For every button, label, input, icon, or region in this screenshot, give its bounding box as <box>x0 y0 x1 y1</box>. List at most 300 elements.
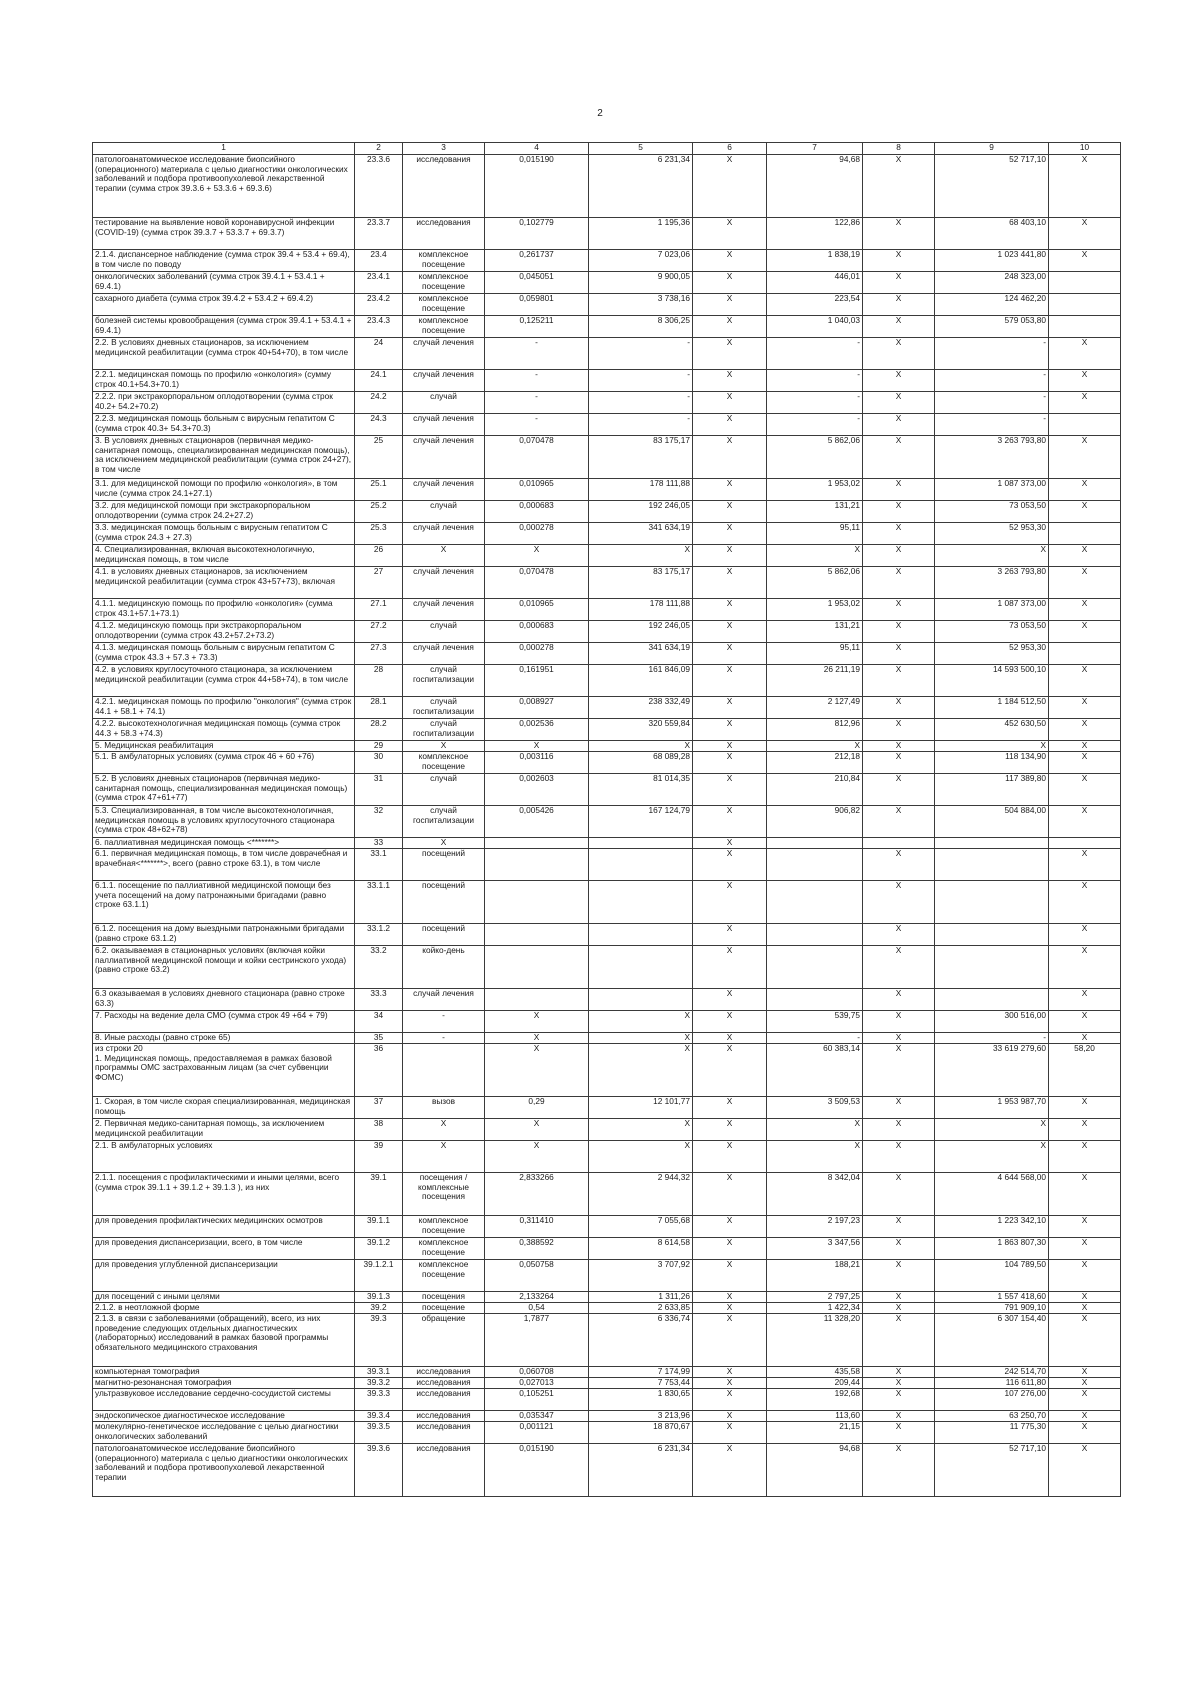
table-cell-col-5: 178 111,88 <box>589 599 693 621</box>
table-cell-col-10: 58,20 <box>1049 1044 1121 1097</box>
table-row <box>93 719 1121 741</box>
table-cell-col-5: 320 559,84 <box>589 719 693 741</box>
table-cell-col-1: 8. Иные расходы (равно строке 65) <box>93 1033 355 1044</box>
table-cell-col-10: X <box>1049 1411 1121 1422</box>
table-cell-col-3: комплексное посещение <box>403 250 485 272</box>
table-cell-col-3: случай лечения <box>403 370 485 392</box>
table-cell-col-8: X <box>863 1141 935 1173</box>
table-cell-col-2: 25.1 <box>355 479 403 501</box>
table-cell-col-5 <box>589 924 693 946</box>
table-cell-col-3: исследования <box>403 1389 485 1411</box>
table-cell-col-7: 3 347,56 <box>767 1238 863 1260</box>
table-cell-col-4: 0,015190 <box>485 1444 589 1497</box>
table-cell-col-4: - <box>485 370 589 392</box>
table-cell-col-10: X <box>1049 567 1121 599</box>
table-cell-col-10: X <box>1049 1444 1121 1497</box>
table-cell-col-2: 28.2 <box>355 719 403 741</box>
table-cell-col-10: X <box>1049 1011 1121 1033</box>
table-cell-col-9: 104 789,50 <box>935 1260 1049 1292</box>
table-cell-col-10: X <box>1049 436 1121 479</box>
table-body <box>93 155 1121 1497</box>
table-row <box>93 1260 1121 1292</box>
table-cell-col-7: 223,54 <box>767 294 863 316</box>
table-cell-col-10: X <box>1049 989 1121 1011</box>
table-cell-col-4 <box>485 849 589 881</box>
table-cell-col-10: X <box>1049 741 1121 752</box>
table-cell-col-3: посещение <box>403 1303 485 1314</box>
table-cell-col-4 <box>485 989 589 1011</box>
table-cell-col-4: 0,008927 <box>485 697 589 719</box>
table-cell-col-10: X <box>1049 881 1121 924</box>
table-row <box>93 1378 1121 1389</box>
table-row <box>93 316 1121 338</box>
table-cell-col-7: 210,84 <box>767 774 863 806</box>
table-row <box>93 523 1121 545</box>
table-cell-col-2: 39.3 <box>355 1314 403 1367</box>
table-cell-col-1: 6.1. первичная медицинская помощь, в том числе доврачебная и врачебная<*******>, всего (равно строке 63.1), в том числе <box>93 849 355 881</box>
table-cell-col-3: исследования <box>403 1367 485 1378</box>
table-cell-col-6: X <box>693 392 767 414</box>
column-header: 1 <box>93 143 355 155</box>
table-cell-col-9: 1 223 342,10 <box>935 1216 1049 1238</box>
table-cell-col-6: X <box>693 719 767 741</box>
table-cell-col-9 <box>935 946 1049 989</box>
table-cell-col-6: X <box>693 621 767 643</box>
table-cell-col-10: X <box>1049 250 1121 272</box>
table-cell-col-2: 23.3.6 <box>355 155 403 218</box>
table-cell-col-10: X <box>1049 719 1121 741</box>
table-cell-col-7: 446,01 <box>767 272 863 294</box>
table-cell-col-10: X <box>1049 155 1121 218</box>
table-cell-col-10: X <box>1049 599 1121 621</box>
table-cell-col-5 <box>589 849 693 881</box>
table-cell-col-2: 38 <box>355 1119 403 1141</box>
table-cell-col-2: 39.3.3 <box>355 1389 403 1411</box>
table-cell-col-5: 6 336,74 <box>589 1314 693 1367</box>
table-cell-col-9: 579 053,80 <box>935 316 1049 338</box>
table-cell-col-1: 6. паллиативная медицинская помощь <*******> <box>93 838 355 849</box>
table-cell-col-10 <box>1049 272 1121 294</box>
table-cell-col-4: 0,005426 <box>485 806 589 838</box>
table-cell-col-8: X <box>863 774 935 806</box>
table-cell-col-3: - <box>403 1011 485 1033</box>
table-cell-col-6: X <box>693 414 767 436</box>
table-row <box>93 1216 1121 1238</box>
table-row <box>93 989 1121 1011</box>
table-cell-col-9 <box>935 838 1049 849</box>
table-cell-col-1: компьютерная томография <box>93 1367 355 1378</box>
table-cell-col-9: - <box>935 1033 1049 1044</box>
table-cell-col-1: ультразвуковое исследование сердечно-сосудистой системы <box>93 1389 355 1411</box>
table-cell-col-1: 2.1. В амбулаторных условиях <box>93 1141 355 1173</box>
table-row <box>93 218 1121 250</box>
table-cell-col-1: 6.3 оказываемая в условиях дневного стационара (равно строке 63.3) <box>93 989 355 1011</box>
table-cell-col-1: 6.2. оказываемая в стационарных условиях (включая койки паллиативной медицинской помощи и койки сестринского ухода) (равно строке 63.2) <box>93 946 355 989</box>
table-cell-col-8: X <box>863 338 935 370</box>
table-cell-col-9: 63 250,70 <box>935 1411 1049 1422</box>
table-cell-col-8: X <box>863 436 935 479</box>
table-cell-col-1: 2.2.2. при экстракорпоральном оплодотворении (сумма строк 40.2+ 54.2+70.2) <box>93 392 355 414</box>
table-cell-col-5: X <box>589 545 693 567</box>
table-cell-col-3: комплексное посещение <box>403 316 485 338</box>
table-cell-col-3: случай <box>403 774 485 806</box>
table-cell-col-6: X <box>693 1011 767 1033</box>
table-cell-col-6: X <box>693 774 767 806</box>
table-cell-col-7: 1 422,34 <box>767 1303 863 1314</box>
table-cell-col-1: 2.1.2. в неотложной форме <box>93 1303 355 1314</box>
table-cell-col-6: X <box>693 924 767 946</box>
table-cell-col-2: 33.3 <box>355 989 403 1011</box>
table-cell-col-8: X <box>863 1422 935 1444</box>
table-cell-col-7: - <box>767 414 863 436</box>
table-cell-col-1: 3.1. для медицинской помощи по профилю «онкология», в том числе (сумма строк 24.1+27.1) <box>93 479 355 501</box>
table-cell-col-6: X <box>693 1303 767 1314</box>
table-cell-col-8: X <box>863 1260 935 1292</box>
table-cell-col-10: X <box>1049 1378 1121 1389</box>
table-cell-col-10: X <box>1049 1389 1121 1411</box>
table-cell-col-1: 4.1.2. медицинскую помощь при экстракорпоральном оплодотворении (сумма строк 43.2+57.2+73.2) <box>93 621 355 643</box>
table-cell-col-8: X <box>863 752 935 774</box>
table-row <box>93 370 1121 392</box>
table-cell-col-6: X <box>693 1444 767 1497</box>
column-header: 10 <box>1049 143 1121 155</box>
table-row <box>93 479 1121 501</box>
table-row <box>93 1367 1121 1378</box>
table-row <box>93 294 1121 316</box>
table-cell-col-5: X <box>589 1011 693 1033</box>
table-cell-col-2: 27.2 <box>355 621 403 643</box>
table-cell-col-1: 3. В условиях дневных стационаров (первичная медико-санитарная помощь, специализированная медицинская помощь), за исключением медицинской реабилитации (сумма строк 24+27), в том числе <box>93 436 355 479</box>
table-cell-col-1: 2.1.4. диспансерное наблюдение (сумма строк 39.4 + 53.4 + 69.4), в том числе по поводу <box>93 250 355 272</box>
table-cell-col-7: 1 040,03 <box>767 316 863 338</box>
table-cell-col-10: X <box>1049 338 1121 370</box>
table-cell-col-6: X <box>693 752 767 774</box>
table-cell-col-6: X <box>693 250 767 272</box>
table-cell-col-6: X <box>693 370 767 392</box>
table-cell-col-4 <box>485 838 589 849</box>
table-cell-col-7: 2 127,49 <box>767 697 863 719</box>
table-cell-col-3: случай лечения <box>403 436 485 479</box>
table-cell-col-4: X <box>485 1011 589 1033</box>
table-cell-col-3: случай <box>403 621 485 643</box>
table-cell-col-2: 29 <box>355 741 403 752</box>
column-header: 9 <box>935 143 1049 155</box>
table-cell-col-7 <box>767 989 863 1011</box>
table-row <box>93 881 1121 924</box>
table-cell-col-7: X <box>767 1119 863 1141</box>
table-cell-col-6: X <box>693 946 767 989</box>
table-cell-col-3: посещения <box>403 1292 485 1303</box>
table-cell-col-7: 94,68 <box>767 1444 863 1497</box>
table-cell-col-7 <box>767 881 863 924</box>
table-cell-col-7: 2 797,25 <box>767 1292 863 1303</box>
table-cell-col-9: 52 953,30 <box>935 643 1049 665</box>
table-cell-col-1: молекулярно-генетическое исследование с целью диагностики онкологических заболеваний <box>93 1422 355 1444</box>
table-row <box>93 774 1121 806</box>
table-cell-col-9: 1 023 441,80 <box>935 250 1049 272</box>
table-cell-col-5: 9 900,05 <box>589 272 693 294</box>
table-cell-col-1: 2.2.1. медицинская помощь по профилю «онкология» (сумму строк 40.1+54.3+70.1) <box>93 370 355 392</box>
table-cell-col-3: исследования <box>403 1422 485 1444</box>
table-cell-col-6: X <box>693 1119 767 1141</box>
table-cell-col-5: 7 174,99 <box>589 1367 693 1378</box>
table-cell-col-2: 33.1 <box>355 849 403 881</box>
table-cell-col-5: 161 846,09 <box>589 665 693 697</box>
table-cell-col-1: для проведения углубленной диспансеризации <box>93 1260 355 1292</box>
table-cell-col-9: 6 307 154,40 <box>935 1314 1049 1367</box>
table-cell-col-10: X <box>1049 1422 1121 1444</box>
table-cell-col-4: 0,027013 <box>485 1378 589 1389</box>
table-cell-col-7: 95,11 <box>767 643 863 665</box>
table-cell-col-6: X <box>693 1378 767 1389</box>
table-cell-col-10: X <box>1049 218 1121 250</box>
table-cell-col-8: X <box>863 1011 935 1033</box>
table-cell-col-4: X <box>485 1141 589 1173</box>
table-cell-col-9: 248 323,00 <box>935 272 1049 294</box>
table-cell-col-2: 23.4.2 <box>355 294 403 316</box>
table-cell-col-5: - <box>589 392 693 414</box>
table-cell-col-6: X <box>693 218 767 250</box>
table-cell-col-3: посещений <box>403 924 485 946</box>
table-cell-col-5: - <box>589 338 693 370</box>
table-cell-col-1: 2.1.1. посещения с профилактическими и иными целями, всего (сумма строк 39.1.1 + 39.1.2 + 39.1.3 ), из них <box>93 1173 355 1216</box>
table-cell-col-5: 6 231,34 <box>589 155 693 218</box>
table-cell-col-1: 4.1.1. медицинскую помощь по профилю «онкология» (сумма строк 43.1+57.1+73.1) <box>93 599 355 621</box>
table-cell-col-8: X <box>863 567 935 599</box>
table-cell-col-8: X <box>863 1216 935 1238</box>
table-cell-col-5: 1 311,26 <box>589 1292 693 1303</box>
table-cell-col-7: 3 509,53 <box>767 1097 863 1119</box>
table-cell-col-4 <box>485 946 589 989</box>
table-row <box>93 414 1121 436</box>
table-row <box>93 946 1121 989</box>
table-cell-col-3: случай госпитализации <box>403 719 485 741</box>
table-cell-col-3: случай лечения <box>403 567 485 599</box>
table-cell-col-2: 39.3.2 <box>355 1378 403 1389</box>
table-cell-col-3: комплексное посещение <box>403 294 485 316</box>
table-cell-col-9: 1 863 807,30 <box>935 1238 1049 1260</box>
table-cell-col-2: 24.1 <box>355 370 403 392</box>
table-cell-col-8: X <box>863 1411 935 1422</box>
table-cell-col-3: обращение <box>403 1314 485 1367</box>
table-cell-col-1: сахарного диабета (сумма строк 39.4.2 + 53.4.2 + 69.4.2) <box>93 294 355 316</box>
table-cell-col-3: случай лечения <box>403 523 485 545</box>
table-cell-col-3: посещения / комплексные посещения <box>403 1173 485 1216</box>
table-cell-col-6: X <box>693 806 767 838</box>
table-cell-col-1: 4.1. в условиях дневных стационаров, за исключением медицинской реабилитации (сумма строк 43+57+73), включая <box>93 567 355 599</box>
table-cell-col-1: онкологических заболеваний (сумма строк 39.4.1 + 53.4.1 + 69.4.1) <box>93 272 355 294</box>
table-cell-col-2: 39.3.5 <box>355 1422 403 1444</box>
table-cell-col-8: X <box>863 881 935 924</box>
table-cell-col-4: 0,311410 <box>485 1216 589 1238</box>
table-row <box>93 392 1121 414</box>
table-cell-col-1: 5.3. Специализированная, в том числе высокотехнологичная, медицинская помощь в условиях круглосуточного стационара (сумма строк 48+62+78) <box>93 806 355 838</box>
table-cell-col-8: X <box>863 1303 935 1314</box>
table-cell-col-6: X <box>693 599 767 621</box>
table-cell-col-5: 3 213,96 <box>589 1411 693 1422</box>
table-cell-col-6: X <box>693 1033 767 1044</box>
table-row <box>93 599 1121 621</box>
table-cell-col-8: X <box>863 316 935 338</box>
table-cell-col-10: X <box>1049 1367 1121 1378</box>
table-row <box>93 1097 1121 1119</box>
table-cell-col-2: 27.1 <box>355 599 403 621</box>
table-cell-col-1: из строки 20 1. Медицинская помощь, предоставляемая в рамках базовой программы ОМС застрахованным лицам (за счет субвенции ФОМС) <box>93 1044 355 1097</box>
table-cell-col-7: 2 197,23 <box>767 1216 863 1238</box>
table-cell-col-5: 6 231,34 <box>589 1444 693 1497</box>
table-row <box>93 567 1121 599</box>
table-cell-col-8: X <box>863 479 935 501</box>
table-cell-col-10: X <box>1049 1303 1121 1314</box>
table-cell-col-3: комплексное посещение <box>403 1238 485 1260</box>
table-cell-col-6: X <box>693 643 767 665</box>
table-cell-col-5: 3 707,92 <box>589 1260 693 1292</box>
table-cell-col-10: X <box>1049 924 1121 946</box>
table-cell-col-4: 0,070478 <box>485 436 589 479</box>
table-cell-col-5 <box>589 881 693 924</box>
table-cell-col-5: - <box>589 370 693 392</box>
table-cell-col-2: 39.1.2.1 <box>355 1260 403 1292</box>
table-cell-col-10 <box>1049 414 1121 436</box>
table-cell-col-1: патологоанатомическое исследование биопсийного (операционного) материала с целью диагностики онкологических заболеваний и подбора противоопухолевой лекарственной терапии (сумма строк 39.3.6 + 53.3.6 + 69.3.6) <box>93 155 355 218</box>
table-cell-col-6: X <box>693 1411 767 1422</box>
table-cell-col-9: 33 619 279,60 <box>935 1044 1049 1097</box>
table-cell-col-1: 4.2. в условиях круглосуточного стационара, за исключением медицинской реабилитации (сумма строк 44+58+74), в том числе <box>93 665 355 697</box>
table-row <box>93 924 1121 946</box>
table-cell-col-8: X <box>863 1238 935 1260</box>
table-cell-col-10: X <box>1049 946 1121 989</box>
table-cell-col-10: X <box>1049 1238 1121 1260</box>
table-cell-col-4: 0,000683 <box>485 621 589 643</box>
table-cell-col-9: 4 644 568,00 <box>935 1173 1049 1216</box>
table-cell-col-9: 11 775,30 <box>935 1422 1049 1444</box>
table-row <box>93 643 1121 665</box>
table-cell-col-9: X <box>935 741 1049 752</box>
table-cell-col-4: 0,000683 <box>485 501 589 523</box>
table-cell-col-8: X <box>863 697 935 719</box>
table-cell-col-8: X <box>863 1444 935 1497</box>
table-cell-col-2: 24.3 <box>355 414 403 436</box>
table-cell-col-1: болезней системы кровообращения (сумма строк 39.4.1 + 53.4.1 + 69.4.1) <box>93 316 355 338</box>
table-cell-col-7: X <box>767 545 863 567</box>
table-cell-col-7: 812,96 <box>767 719 863 741</box>
table-cell-col-1: 2.1.3. в связи с заболеваниями (обращений), всего, из них проведение следующих отдельных диагностических (лабораторных) исследований в рамках базовой программы обязательного медицинского страхования <box>93 1314 355 1367</box>
table-cell-col-4 <box>485 881 589 924</box>
table-cell-col-7: - <box>767 1033 863 1044</box>
table-cell-col-1: 2.2.3. медицинская помощь больным с вирусным гепатитом С (сумма строк 40.3+ 54.3+70.3) <box>93 414 355 436</box>
table-cell-col-9: - <box>935 414 1049 436</box>
table-cell-col-6: X <box>693 665 767 697</box>
table-cell-col-3: случай <box>403 392 485 414</box>
table-cell-col-10: X <box>1049 1260 1121 1292</box>
table-cell-col-2: 33.1.2 <box>355 924 403 946</box>
table-cell-col-9: 1 184 512,50 <box>935 697 1049 719</box>
table-cell-col-3: случай лечения <box>403 599 485 621</box>
table-cell-col-10: X <box>1049 752 1121 774</box>
table-cell-col-5: X <box>589 1044 693 1097</box>
table-cell-col-1: для проведения профилактических медицинских осмотров <box>93 1216 355 1238</box>
table-cell-col-3: X <box>403 1141 485 1173</box>
table-cell-col-8: X <box>863 501 935 523</box>
table-cell-col-6: X <box>693 697 767 719</box>
table-cell-col-10: X <box>1049 1141 1121 1173</box>
table-cell-col-2: 39.3.6 <box>355 1444 403 1497</box>
table-cell-col-2: 33.2 <box>355 946 403 989</box>
table-cell-col-4: 0,035347 <box>485 1411 589 1422</box>
table-cell-col-3: исследования <box>403 155 485 218</box>
table-cell-col-5: 341 634,19 <box>589 523 693 545</box>
table-cell-col-7: 21,15 <box>767 1422 863 1444</box>
table-row <box>93 436 1121 479</box>
table-cell-col-4: 0,070478 <box>485 567 589 599</box>
table-cell-col-4: 1,7877 <box>485 1314 589 1367</box>
table-cell-col-5: 81 014,35 <box>589 774 693 806</box>
table-cell-col-5: 8 306,25 <box>589 316 693 338</box>
table-cell-col-6: X <box>693 1097 767 1119</box>
table-cell-col-5: 192 246,05 <box>589 501 693 523</box>
table-cell-col-2: 39.1.1 <box>355 1216 403 1238</box>
table-cell-col-6: X <box>693 838 767 849</box>
table-cell-col-8: X <box>863 719 935 741</box>
table-cell-col-2: 39.2 <box>355 1303 403 1314</box>
table-cell-col-6: X <box>693 316 767 338</box>
table-cell-col-3: посещений <box>403 849 485 881</box>
table-cell-col-5: 1 195,36 <box>589 218 693 250</box>
table-cell-col-7: - <box>767 392 863 414</box>
table-cell-col-3: X <box>403 1119 485 1141</box>
table-cell-col-9: 3 263 793,80 <box>935 436 1049 479</box>
table-row <box>93 849 1121 881</box>
table-cell-col-5: 83 175,17 <box>589 567 693 599</box>
table-cell-col-1: для проведения диспансеризации, всего, в том числе <box>93 1238 355 1260</box>
table-cell-col-2: 25.3 <box>355 523 403 545</box>
table-cell-col-8: X <box>863 1389 935 1411</box>
column-header: 6 <box>693 143 767 155</box>
table-cell-col-3: X <box>403 545 485 567</box>
table-cell-col-2: 31 <box>355 774 403 806</box>
table-cell-col-4: 0,54 <box>485 1303 589 1314</box>
table-cell-col-3: случай госпитализации <box>403 806 485 838</box>
table-cell-col-1: тестирование на выявление новой коронавирусной инфекции (COVID-19) (сумма строк 39.3.7 + 53.3.7 + 69.3.7) <box>93 218 355 250</box>
table-cell-col-5: 167 124,79 <box>589 806 693 838</box>
table-cell-col-6: X <box>693 989 767 1011</box>
table-row <box>93 838 1121 849</box>
table-cell-col-8: X <box>863 545 935 567</box>
table-cell-col-8: X <box>863 621 935 643</box>
table-cell-col-3: посещений <box>403 881 485 924</box>
table-cell-col-9: - <box>935 370 1049 392</box>
table-cell-col-1: эндоскопическое диагностическое исследование <box>93 1411 355 1422</box>
financial-table-container <box>92 142 1120 1497</box>
table-cell-col-2: 32 <box>355 806 403 838</box>
table-cell-col-10: X <box>1049 1292 1121 1303</box>
table-cell-col-7: 95,11 <box>767 523 863 545</box>
table-cell-col-2: 30 <box>355 752 403 774</box>
table-cell-col-7: 1 838,19 <box>767 250 863 272</box>
table-cell-col-3: комплексное посещение <box>403 1260 485 1292</box>
table-row <box>93 501 1121 523</box>
column-header: 7 <box>767 143 863 155</box>
table-cell-col-4: 0,060708 <box>485 1367 589 1378</box>
table-cell-col-1: 6.1.2. посещения на дому выездными патронажными бригадами (равно строке 63.1.2) <box>93 924 355 946</box>
table-cell-col-7: 5 862,06 <box>767 567 863 599</box>
table-cell-col-5: 7 753,44 <box>589 1378 693 1389</box>
table-row <box>93 1422 1121 1444</box>
table-cell-col-1: 2. Первичная медико-санитарная помощь, за исключением медицинской реабилитации <box>93 1119 355 1141</box>
table-cell-col-4: - <box>485 414 589 436</box>
table-cell-col-10: X <box>1049 1314 1121 1367</box>
table-cell-col-6: X <box>693 1173 767 1216</box>
